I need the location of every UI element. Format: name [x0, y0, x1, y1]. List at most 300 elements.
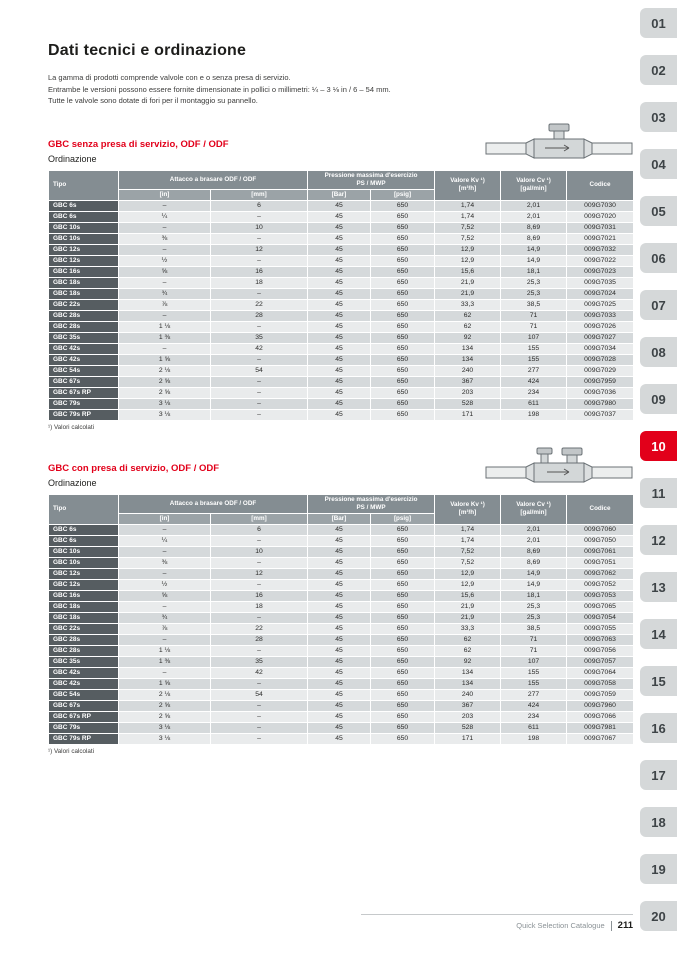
sidebar-tab-13[interactable]: 13 — [640, 572, 677, 602]
cell-mm: 10 — [211, 222, 308, 233]
cell-psig: 650 — [371, 678, 435, 689]
cell-tipo: GBC 79s RP — [49, 409, 119, 420]
cell-bar: 45 — [308, 222, 371, 233]
cell-kv: 33,3 — [435, 623, 501, 634]
cell-cv: 107 — [501, 656, 567, 667]
cell-codice: 009G7037 — [567, 409, 634, 420]
cell-mm: 35 — [211, 332, 308, 343]
cell-tipo: GBC 18s — [49, 288, 119, 299]
cell-bar: 45 — [308, 722, 371, 733]
intro-line-1: La gamma di prodotti comprende valvole con e o senza presa di servizio. — [48, 73, 291, 82]
kv-unit: [m³/h] — [458, 509, 477, 517]
cell-codice: 009G7981 — [567, 722, 634, 733]
cell-psig: 650 — [371, 387, 435, 398]
cv-label: Valore Cv ¹) — [516, 177, 551, 185]
cell-mm: – — [211, 376, 308, 387]
cell-in: 1 ⅛ — [119, 321, 211, 332]
cell-bar: 45 — [308, 700, 371, 711]
cell-tipo: GBC 79s — [49, 398, 119, 409]
column-group-attacco: Attacco a brasare ODF / ODF — [119, 494, 308, 513]
intro-line-3: Tutte le valvole sono dotate di fori per il montaggio su pannello. — [48, 96, 258, 106]
column-header-psig: [psig] — [371, 513, 435, 524]
cell-bar: 45 — [308, 590, 371, 601]
cell-codice: 009G7031 — [567, 222, 634, 233]
cell-cv: 2,01 — [501, 535, 567, 546]
column-header-kv — [435, 494, 501, 524]
cv-label: Valore Cv ¹) — [516, 501, 551, 509]
cell-in: ⅞ — [119, 623, 211, 634]
cell-in: ⅝ — [119, 590, 211, 601]
cell-in: 1 ⅜ — [119, 332, 211, 343]
table-row — [49, 277, 634, 288]
cell-cv: 8,69 — [501, 222, 567, 233]
cell-tipo: GBC 22s — [49, 623, 119, 634]
cell-cv: 155 — [501, 343, 567, 354]
cell-codice: 009G7058 — [567, 678, 634, 689]
cell-bar: 45 — [308, 288, 371, 299]
cell-mm: 42 — [211, 343, 308, 354]
cell-cv: 8,69 — [501, 557, 567, 568]
cell-cv: 25,3 — [501, 288, 567, 299]
table-row — [49, 535, 634, 546]
cell-codice: 009G7023 — [567, 266, 634, 277]
cell-psig: 650 — [371, 711, 435, 722]
cell-kv: 240 — [435, 689, 501, 700]
cell-kv: 62 — [435, 310, 501, 321]
table-row — [49, 299, 634, 310]
sidebar-tab-18[interactable]: 18 — [640, 807, 677, 837]
cell-kv: 528 — [435, 722, 501, 733]
cell-bar: 45 — [308, 689, 371, 700]
cell-mm: – — [211, 711, 308, 722]
sidebar-tab-02[interactable]: 02 — [640, 55, 677, 85]
cell-tipo: GBC 67s RP — [49, 387, 119, 398]
cell-cv: 14,9 — [501, 255, 567, 266]
cell-codice: 009G7034 — [567, 343, 634, 354]
cell-kv: 21,9 — [435, 288, 501, 299]
cell-cv: 8,69 — [501, 233, 567, 244]
cell-mm: 16 — [211, 266, 308, 277]
cell-cv: 277 — [501, 689, 567, 700]
cell-in: – — [119, 524, 211, 535]
cell-kv: 528 — [435, 398, 501, 409]
cell-bar: 45 — [308, 387, 371, 398]
cell-psig: 650 — [371, 398, 435, 409]
cell-tipo: GBC 18s — [49, 277, 119, 288]
cell-bar: 45 — [308, 211, 371, 222]
cell-cv: 71 — [501, 634, 567, 645]
table-row — [49, 244, 634, 255]
cell-psig: 650 — [371, 667, 435, 678]
cell-kv: 15,6 — [435, 266, 501, 277]
sidebar-tab-01[interactable]: 01 — [640, 8, 677, 38]
cell-kv: 15,6 — [435, 590, 501, 601]
cell-cv: 155 — [501, 667, 567, 678]
table-row — [49, 387, 634, 398]
cell-psig: 650 — [371, 277, 435, 288]
cell-kv: 21,9 — [435, 277, 501, 288]
table-row — [49, 200, 634, 211]
cell-in: ¼ — [119, 535, 211, 546]
cell-tipo: GBC 12s — [49, 255, 119, 266]
table-row — [49, 233, 634, 244]
cell-bar: 45 — [308, 244, 371, 255]
cell-mm: 6 — [211, 200, 308, 211]
cell-in: 2 ⅛ — [119, 689, 211, 700]
cell-codice: 009G7050 — [567, 535, 634, 546]
cell-codice: 009G7036 — [567, 387, 634, 398]
cell-cv: 71 — [501, 645, 567, 656]
table-row — [49, 656, 634, 667]
cell-psig: 650 — [371, 354, 435, 365]
cell-bar: 45 — [308, 568, 371, 579]
table-row — [49, 733, 634, 744]
cell-in: ¼ — [119, 211, 211, 222]
column-header-tipo: Tipo — [49, 170, 119, 200]
cell-in: ⅜ — [119, 233, 211, 244]
cell-in: ⅞ — [119, 299, 211, 310]
cell-cv: 234 — [501, 711, 567, 722]
cell-mm: – — [211, 387, 308, 398]
table-row — [49, 678, 634, 689]
cell-kv: 7,52 — [435, 546, 501, 557]
cell-psig: 650 — [371, 365, 435, 376]
cell-tipo: GBC 67s — [49, 376, 119, 387]
table-head — [49, 494, 634, 524]
cell-mm: – — [211, 354, 308, 365]
cell-bar: 45 — [308, 332, 371, 343]
cell-codice: 009G7028 — [567, 354, 634, 365]
cell-codice: 009G7057 — [567, 656, 634, 667]
cell-in: 3 ⅛ — [119, 722, 211, 733]
page-footer — [48, 914, 633, 931]
cell-bar: 45 — [308, 200, 371, 211]
cell-psig: 650 — [371, 568, 435, 579]
column-header-codice: Codice — [567, 170, 634, 200]
cell-psig: 650 — [371, 376, 435, 387]
cell-in: 1 ⅝ — [119, 678, 211, 689]
sidebar-tab-08[interactable]: 08 — [640, 337, 677, 367]
cell-codice: 009G7026 — [567, 321, 634, 332]
cell-tipo: GBC 28s — [49, 645, 119, 656]
cell-kv: 134 — [435, 343, 501, 354]
cell-psig: 650 — [371, 233, 435, 244]
sidebar-tab-14[interactable]: 14 — [640, 619, 677, 649]
sidebar-tab-17[interactable]: 17 — [640, 760, 677, 790]
cell-kv: 240 — [435, 365, 501, 376]
sidebar-tab-12[interactable]: 12 — [640, 525, 677, 555]
cell-bar: 45 — [308, 711, 371, 722]
cell-cv: 14,9 — [501, 244, 567, 255]
cell-in: 2 ⅝ — [119, 700, 211, 711]
cell-cv: 18,1 — [501, 266, 567, 277]
cell-cv: 38,5 — [501, 299, 567, 310]
cell-mm: 28 — [211, 634, 308, 645]
column-group-attacco: Attacco a brasare ODF / ODF — [119, 170, 308, 189]
cell-psig: 650 — [371, 332, 435, 343]
sidebar-tab-20[interactable]: 20 — [640, 901, 677, 931]
cell-kv: 12,9 — [435, 579, 501, 590]
column-header-psig: [psig] — [371, 189, 435, 200]
cell-mm: – — [211, 722, 308, 733]
cell-kv: 7,52 — [435, 233, 501, 244]
cell-tipo: GBC 42s — [49, 678, 119, 689]
cell-kv: 7,52 — [435, 222, 501, 233]
cell-tipo: GBC 67s — [49, 700, 119, 711]
cell-psig: 650 — [371, 700, 435, 711]
cell-bar: 45 — [308, 266, 371, 277]
cell-bar: 45 — [308, 557, 371, 568]
sidebar-tab-09[interactable]: 09 — [640, 384, 677, 414]
cell-in: – — [119, 277, 211, 288]
cell-mm: – — [211, 211, 308, 222]
cell-cv: 611 — [501, 722, 567, 733]
cell-psig: 650 — [371, 733, 435, 744]
table-row — [49, 365, 634, 376]
sidebar-tab-19[interactable]: 19 — [640, 854, 677, 884]
cell-bar: 45 — [308, 299, 371, 310]
cell-mm: 12 — [211, 568, 308, 579]
cell-bar: 45 — [308, 233, 371, 244]
cell-codice: 009G7063 — [567, 634, 634, 645]
cell-kv: 12,9 — [435, 255, 501, 266]
sidebar-tab-07[interactable]: 07 — [640, 290, 677, 320]
cell-codice: 009G7064 — [567, 667, 634, 678]
cell-mm: – — [211, 579, 308, 590]
table-row — [49, 568, 634, 579]
cell-in: ⅜ — [119, 557, 211, 568]
table-row — [49, 722, 634, 733]
cell-mm: 18 — [211, 277, 308, 288]
cell-in: – — [119, 200, 211, 211]
cell-in: – — [119, 244, 211, 255]
sidebar-tab-16[interactable]: 16 — [640, 713, 677, 743]
column-header-in: [in] — [119, 189, 211, 200]
cell-kv: 92 — [435, 656, 501, 667]
sidebar-tab-03[interactable]: 03 — [640, 102, 677, 132]
cell-kv: 203 — [435, 711, 501, 722]
cell-bar: 45 — [308, 656, 371, 667]
cell-cv: 38,5 — [501, 623, 567, 634]
column-header-mm: [mm] — [211, 513, 308, 524]
table-row — [49, 634, 634, 645]
cell-bar: 45 — [308, 376, 371, 387]
cell-psig: 650 — [371, 222, 435, 233]
kv-label: Valore Kv ¹) — [450, 501, 485, 509]
cell-kv: 203 — [435, 387, 501, 398]
cell-mm: 22 — [211, 299, 308, 310]
cell-cv: 2,01 — [501, 211, 567, 222]
ordering-subheading-senza: Ordinazione — [48, 153, 97, 164]
cell-codice: 009G7053 — [567, 590, 634, 601]
catalogue-name: Quick Selection Catalogue — [516, 921, 605, 930]
cell-cv: 25,3 — [501, 612, 567, 623]
cell-mm: – — [211, 233, 308, 244]
cell-codice: 009G7959 — [567, 376, 634, 387]
cell-codice: 009G7020 — [567, 211, 634, 222]
cell-mm: 10 — [211, 546, 308, 557]
cell-cv: 14,9 — [501, 568, 567, 579]
cell-in: – — [119, 546, 211, 557]
cell-in: – — [119, 310, 211, 321]
column-header-bar: [Bar] — [308, 513, 371, 524]
cell-bar: 45 — [308, 277, 371, 288]
cell-tipo: GBC 10s — [49, 222, 119, 233]
cell-mm: 6 — [211, 524, 308, 535]
cell-psig: 650 — [371, 211, 435, 222]
cell-cv: 155 — [501, 678, 567, 689]
cell-bar: 45 — [308, 601, 371, 612]
cell-tipo: GBC 10s — [49, 546, 119, 557]
column-header-tipo: Tipo — [49, 494, 119, 524]
cell-in: 3 ⅛ — [119, 733, 211, 744]
cell-bar: 45 — [308, 546, 371, 557]
cell-psig: 650 — [371, 590, 435, 601]
table-row — [49, 398, 634, 409]
cell-cv: 234 — [501, 387, 567, 398]
sidebar-tab-05[interactable]: 05 — [640, 196, 677, 226]
cell-bar: 45 — [308, 733, 371, 744]
cell-bar: 45 — [308, 365, 371, 376]
cell-in: 3 ⅛ — [119, 409, 211, 420]
section-gbc-con-presa — [48, 463, 633, 755]
cell-mm: 54 — [211, 365, 308, 376]
sidebar-tab-04[interactable]: 04 — [640, 149, 677, 179]
cell-kv: 134 — [435, 667, 501, 678]
cell-codice: 009G7066 — [567, 711, 634, 722]
cell-codice: 009G7029 — [567, 365, 634, 376]
cell-tipo: GBC 12s — [49, 244, 119, 255]
cell-codice: 009G7062 — [567, 568, 634, 579]
cell-codice: 009G7067 — [567, 733, 634, 744]
cell-cv: 155 — [501, 354, 567, 365]
pressione-line-1: Pressione massima d'esercizio — [324, 172, 418, 180]
cell-in: ½ — [119, 579, 211, 590]
cell-mm: – — [211, 612, 308, 623]
cell-kv: 171 — [435, 733, 501, 744]
cell-in: 2 ⅝ — [119, 711, 211, 722]
cell-codice: 009G7052 — [567, 579, 634, 590]
cell-mm: 22 — [211, 623, 308, 634]
cell-codice: 009G7027 — [567, 332, 634, 343]
cell-in: 2 ⅝ — [119, 376, 211, 387]
ordering-table-senza-presa — [48, 170, 634, 421]
cell-codice: 009G7022 — [567, 255, 634, 266]
sidebar-tab-15[interactable]: 15 — [640, 666, 677, 696]
cv-unit: [gal/min] — [520, 509, 547, 517]
valve-illustration-service-port — [485, 445, 633, 485]
table-body-senza — [49, 200, 634, 420]
intro-line-2: Entrambe le versioni possono essere fornite dimensionate in pollici o millimetri: ¼ – 3 ⅛ in / 6 – 54 mm. — [48, 84, 391, 94]
kv-unit: [m³/h] — [458, 185, 477, 193]
sidebar-tab-11[interactable]: 11 — [640, 478, 677, 508]
cell-psig: 650 — [371, 535, 435, 546]
column-header-in: [in] — [119, 513, 211, 524]
cell-codice: 009G7035 — [567, 277, 634, 288]
table-row — [49, 579, 634, 590]
cell-cv: 198 — [501, 733, 567, 744]
cell-tipo: GBC 12s — [49, 579, 119, 590]
cell-codice: 009G7025 — [567, 299, 634, 310]
cell-in: – — [119, 343, 211, 354]
cell-codice: 009G7055 — [567, 623, 634, 634]
cell-psig: 650 — [371, 546, 435, 557]
cell-mm: – — [211, 321, 308, 332]
cell-codice: 009G7051 — [567, 557, 634, 568]
cell-tipo: GBC 18s — [49, 601, 119, 612]
cell-codice: 009G7054 — [567, 612, 634, 623]
cell-codice: 009G7021 — [567, 233, 634, 244]
cell-in: 1 ⅝ — [119, 354, 211, 365]
cell-mm: 28 — [211, 310, 308, 321]
cell-in: 2 ⅛ — [119, 365, 211, 376]
cell-kv: 1,74 — [435, 211, 501, 222]
cell-tipo: GBC 28s — [49, 634, 119, 645]
pressione-line-2: PS / MWP — [356, 503, 386, 511]
table-row — [49, 376, 634, 387]
cell-kv: 1,74 — [435, 535, 501, 546]
column-header-mm: [mm] — [211, 189, 308, 200]
table-row — [49, 689, 634, 700]
cell-bar: 45 — [308, 667, 371, 678]
cell-in: 3 ⅛ — [119, 398, 211, 409]
cell-cv: 2,01 — [501, 524, 567, 535]
cell-cv: 198 — [501, 409, 567, 420]
sidebar-tabs — [640, 8, 677, 931]
cell-in: ¾ — [119, 288, 211, 299]
cell-mm: 18 — [211, 601, 308, 612]
pressione-line-1: Pressione massima d'esercizio — [324, 495, 418, 503]
cell-cv: 18,1 — [501, 590, 567, 601]
cell-bar: 45 — [308, 524, 371, 535]
cell-tipo: GBC 6s — [49, 524, 119, 535]
cell-tipo: GBC 6s — [49, 200, 119, 211]
cell-psig: 650 — [371, 266, 435, 277]
column-group-pressione — [308, 494, 435, 513]
cell-mm: – — [211, 255, 308, 266]
cell-in: ½ — [119, 255, 211, 266]
cell-psig: 650 — [371, 524, 435, 535]
cell-codice: 009G7960 — [567, 700, 634, 711]
cell-bar: 45 — [308, 398, 371, 409]
cell-cv: 107 — [501, 332, 567, 343]
cell-codice: 009G7056 — [567, 645, 634, 656]
cell-bar: 45 — [308, 409, 371, 420]
cell-mm: 42 — [211, 667, 308, 678]
cell-psig: 650 — [371, 409, 435, 420]
cell-mm: – — [211, 535, 308, 546]
column-header-codice: Codice — [567, 494, 634, 524]
sidebar-tab-10[interactable]: 10 — [640, 431, 677, 461]
footer-rule — [361, 914, 633, 915]
table-row — [49, 288, 634, 299]
table-row — [49, 711, 634, 722]
cell-bar: 45 — [308, 623, 371, 634]
cell-bar: 45 — [308, 354, 371, 365]
cell-codice: 009G7024 — [567, 288, 634, 299]
cell-codice: 009G7980 — [567, 398, 634, 409]
cell-codice: 009G7061 — [567, 546, 634, 557]
section-gbc-senza-presa — [48, 139, 633, 431]
table-row — [49, 645, 634, 656]
cell-kv: 7,52 — [435, 557, 501, 568]
cell-mm: 16 — [211, 590, 308, 601]
cell-cv: 25,3 — [501, 601, 567, 612]
cell-psig: 650 — [371, 343, 435, 354]
footnote-con: ¹) Valori calcolati — [48, 747, 95, 755]
cell-bar: 45 — [308, 678, 371, 689]
sidebar-tab-06[interactable]: 06 — [640, 243, 677, 273]
